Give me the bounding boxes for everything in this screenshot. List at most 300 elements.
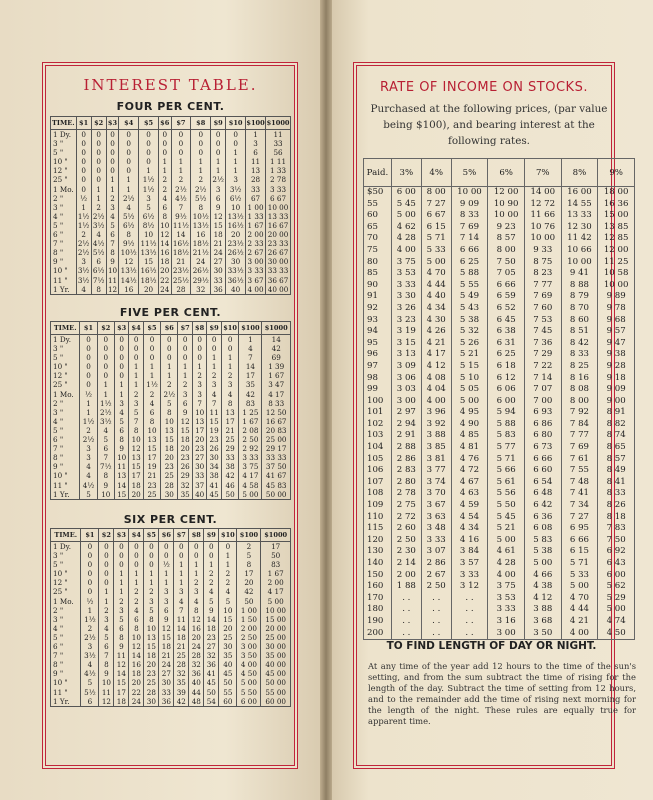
value-cell: 0 bbox=[114, 560, 129, 569]
value-cell: 2 97 bbox=[391, 407, 421, 419]
value-cell: 0 bbox=[129, 542, 144, 552]
column-header: $3 bbox=[114, 322, 128, 335]
value-cell: 6½ bbox=[139, 212, 159, 221]
value-cell: 30 00 bbox=[266, 257, 291, 266]
value-cell: 33 bbox=[211, 276, 226, 285]
value-cell: 45 00 bbox=[261, 669, 291, 678]
value-cell: 0 bbox=[178, 353, 192, 362]
value-cell: 2 bbox=[221, 371, 239, 380]
value-cell: 5 00 bbox=[261, 597, 291, 606]
value-cell: 0 bbox=[76, 157, 91, 166]
value-cell: 0 bbox=[139, 148, 159, 157]
value-cell: 2 bbox=[219, 578, 237, 587]
value-cell: 7 50 bbox=[598, 535, 635, 547]
value-cell: 44 bbox=[189, 688, 204, 697]
value-cell: 1 bbox=[161, 371, 178, 380]
interest-table-five-percent bbox=[50, 321, 291, 500]
column-header: Paid. bbox=[364, 159, 392, 187]
column-header: $7 bbox=[174, 529, 189, 542]
value-cell: 14 55 bbox=[561, 199, 598, 211]
value-cell: 3 bbox=[139, 194, 159, 203]
value-cell: 8 42 bbox=[561, 338, 598, 350]
row-label-cell: 12 " bbox=[51, 371, 80, 380]
value-cell: 3 bbox=[192, 390, 206, 399]
value-cell: 15 bbox=[219, 615, 237, 624]
column-header: $10 bbox=[226, 117, 246, 130]
value-cell: 27 bbox=[204, 642, 219, 651]
value-cell: 8 25 bbox=[561, 361, 598, 373]
value-cell: 37 bbox=[192, 481, 206, 490]
value-cell: 1 bbox=[158, 157, 171, 166]
value-cell: 23½ bbox=[172, 266, 189, 276]
row-label-cell: 1 Mo. bbox=[51, 390, 80, 399]
value-cell: 25½ bbox=[172, 275, 189, 285]
value-cell: 5 00 bbox=[561, 581, 598, 593]
value-cell: 45 bbox=[219, 669, 237, 678]
row-label-cell: 96 bbox=[364, 349, 392, 361]
value-cell: 36 bbox=[211, 285, 226, 295]
value-cell: 9 09 bbox=[598, 384, 635, 396]
value-cell: 2 67 bbox=[421, 570, 451, 582]
value-cell: 0 bbox=[161, 353, 178, 362]
value-cell: 6 15 bbox=[561, 546, 598, 558]
table-row bbox=[51, 578, 291, 587]
value-cell: 0 bbox=[119, 157, 139, 166]
value-cell: 16 bbox=[191, 230, 211, 239]
value-cell: 5 33 bbox=[421, 245, 451, 257]
value-cell: 9 bbox=[204, 606, 219, 615]
table-row bbox=[51, 335, 291, 345]
value-cell: 15 bbox=[159, 633, 174, 642]
value-cell: 1 bbox=[114, 587, 129, 596]
row-label-cell: 160 bbox=[364, 581, 392, 593]
value-cell: 37 50 bbox=[262, 462, 291, 471]
value-cell: 5 26 bbox=[451, 338, 488, 350]
value-cell: 0 bbox=[97, 335, 114, 345]
table-row bbox=[364, 465, 635, 477]
value-cell: 2 bbox=[158, 175, 171, 184]
value-cell: 2½ bbox=[92, 211, 105, 221]
value-cell: 17 bbox=[129, 471, 143, 480]
row-label-cell: 8 " bbox=[51, 660, 81, 669]
value-cell: 50 00 bbox=[262, 490, 291, 500]
value-cell: 2 78 bbox=[391, 488, 421, 500]
row-label-cell: 25 " bbox=[51, 380, 80, 389]
row-label-cell: 95 bbox=[364, 338, 392, 350]
value-cell: 5 77 bbox=[488, 442, 525, 454]
value-cell: 27 bbox=[159, 669, 174, 678]
value-cell: 42 bbox=[174, 697, 189, 707]
value-cell: 8 bbox=[114, 633, 129, 642]
table-row bbox=[51, 560, 291, 569]
value-cell: 7 34 bbox=[561, 500, 598, 512]
value-cell: 3 bbox=[211, 185, 226, 194]
value-cell: 0 bbox=[91, 148, 106, 157]
value-cell: 20 bbox=[160, 266, 170, 276]
column-header: $10 bbox=[219, 529, 237, 542]
value-cell: 0 bbox=[171, 148, 191, 157]
column-header: 9% bbox=[598, 159, 635, 187]
value-cell: 1 bbox=[178, 371, 192, 380]
value-cell: 20 bbox=[189, 633, 204, 642]
table-row bbox=[364, 280, 635, 292]
table-row bbox=[51, 417, 291, 426]
value-cell: 19 bbox=[207, 426, 221, 435]
value-cell: 8 33 bbox=[561, 349, 598, 361]
value-cell: 2½ bbox=[171, 185, 191, 194]
value-cell: 2 bbox=[129, 597, 144, 606]
value-cell: 4 00 bbox=[237, 660, 261, 669]
table-row bbox=[51, 276, 291, 285]
value-cell: 2 30 bbox=[391, 546, 421, 558]
table-row bbox=[51, 669, 291, 678]
value-cell: 4 17 bbox=[262, 390, 291, 399]
value-cell: 23 bbox=[161, 462, 178, 471]
value-cell: 12 72 bbox=[524, 199, 561, 211]
value-cell: 2 bbox=[99, 606, 114, 615]
value-cell: 4½ bbox=[171, 194, 191, 203]
table-row bbox=[51, 633, 291, 642]
value-cell: 1 bbox=[192, 362, 206, 371]
column-header: $6 bbox=[158, 117, 171, 130]
value-cell: 1 bbox=[129, 569, 144, 578]
table-row bbox=[51, 642, 291, 651]
value-cell: 4 bbox=[239, 344, 262, 353]
value-cell: 14 bbox=[262, 335, 291, 345]
value-cell: 2 bbox=[80, 426, 97, 435]
value-cell: 9 bbox=[114, 642, 129, 651]
table-row bbox=[364, 581, 635, 593]
value-cell: 24 bbox=[191, 257, 211, 266]
value-cell: 0 bbox=[114, 344, 128, 353]
value-cell: 0 bbox=[207, 335, 221, 345]
value-cell: 3 06 bbox=[391, 373, 421, 385]
value-cell: 4 38 bbox=[524, 581, 561, 593]
table-row bbox=[51, 230, 291, 239]
value-cell: 6 bbox=[178, 399, 192, 408]
value-cell: 3 33 bbox=[488, 604, 525, 616]
value-cell: 9 38 bbox=[598, 349, 635, 361]
value-cell: ½ bbox=[81, 597, 99, 606]
value-cell: 15 bbox=[139, 257, 159, 266]
value-cell: 7 92 bbox=[561, 407, 598, 419]
value-cell: 2 67 bbox=[246, 248, 266, 257]
value-cell: 1 bbox=[114, 569, 129, 578]
table-row bbox=[51, 390, 291, 399]
value-cell: 0 bbox=[81, 578, 99, 587]
value-cell: 28 bbox=[171, 285, 191, 295]
value-cell: 32 bbox=[174, 669, 189, 678]
table-row bbox=[51, 615, 291, 624]
value-cell: 3 88 bbox=[524, 604, 561, 616]
value-cell: 0 bbox=[81, 587, 99, 596]
value-cell: 21 bbox=[221, 426, 239, 435]
value-cell: 32 bbox=[204, 651, 219, 660]
table-row bbox=[364, 187, 635, 199]
value-cell: 27 bbox=[211, 257, 226, 266]
value-cell: 3 77 bbox=[421, 465, 451, 477]
value-cell: 2 86 bbox=[421, 558, 451, 570]
value-cell: 60 bbox=[219, 697, 237, 707]
value-cell: 3 bbox=[174, 587, 189, 596]
value-cell: 11 42 bbox=[561, 233, 598, 245]
value-cell: 25 bbox=[221, 435, 239, 444]
value-cell: 2 bbox=[219, 569, 237, 578]
value-cell: 6 60 bbox=[524, 465, 561, 477]
table-row bbox=[51, 408, 291, 417]
value-cell: 13 bbox=[246, 166, 266, 175]
value-cell: 4 70 bbox=[561, 593, 598, 605]
value-cell: 3 33 bbox=[266, 185, 291, 194]
value-cell: 2 bbox=[76, 230, 91, 239]
value-cell: 0 bbox=[143, 353, 160, 362]
row-label-cell: 190 bbox=[364, 616, 392, 628]
rate-of-income-title: RATE OF INCOME ON STOCKS. bbox=[380, 80, 588, 95]
table-row bbox=[364, 373, 635, 385]
table-row bbox=[364, 604, 635, 616]
row-label-cell: 97 bbox=[364, 361, 392, 373]
table-row bbox=[51, 157, 291, 166]
value-cell: 1 bbox=[114, 578, 129, 587]
rate-of-income-intro: Purchased at the following prices, (par value being $100), and bearing interest at the following rates. bbox=[370, 103, 608, 147]
value-cell: 13½ bbox=[140, 248, 157, 258]
value-cell: 5 43 bbox=[451, 303, 488, 315]
value-cell: 7 22 bbox=[524, 361, 561, 373]
value-cell: 0 bbox=[226, 130, 246, 140]
value-cell: 3 67 bbox=[421, 500, 451, 512]
value-cell: 12 00 bbox=[598, 245, 635, 257]
value-cell: 17 bbox=[239, 371, 262, 380]
value-cell: 3½ bbox=[97, 417, 114, 426]
value-cell: 1½ bbox=[80, 417, 97, 426]
row-label-cell: 4 " bbox=[51, 624, 81, 633]
value-cell: 4 34 bbox=[451, 523, 488, 535]
value-cell: 35 00 bbox=[261, 651, 291, 660]
value-cell: 16 36 bbox=[598, 199, 635, 211]
value-cell: 8 33 bbox=[451, 210, 488, 222]
value-cell: 13 33 bbox=[561, 210, 598, 222]
value-cell: 2½ bbox=[161, 390, 178, 399]
column-header: $9 bbox=[204, 529, 219, 542]
value-cell: 1 bbox=[144, 578, 159, 587]
value-cell: 1 bbox=[189, 569, 204, 578]
row-label-cell: 80 bbox=[364, 257, 392, 269]
value-cell: 25 00 bbox=[261, 633, 291, 642]
value-cell: 1 bbox=[91, 194, 106, 203]
value-cell: 2 88 bbox=[391, 442, 421, 454]
value-cell: 0 bbox=[97, 362, 114, 371]
value-cell: 1½ bbox=[77, 211, 90, 221]
value-cell: 5 00 bbox=[598, 604, 635, 616]
value-cell: 18 bbox=[160, 257, 170, 267]
value-cell: 3 92 bbox=[421, 419, 451, 431]
value-cell: 4 50 bbox=[237, 669, 261, 678]
column-header: $8 bbox=[191, 117, 211, 130]
value-cell: 1 bbox=[76, 203, 91, 212]
value-cell: 4 67 bbox=[451, 477, 488, 489]
value-cell: 6 59 bbox=[488, 291, 525, 303]
value-cell: 1 bbox=[211, 166, 226, 175]
value-cell: 1 bbox=[97, 380, 114, 389]
column-header: $5 bbox=[139, 117, 159, 130]
value-cell: 1 bbox=[158, 166, 171, 175]
value-cell: 4 44 bbox=[561, 604, 598, 616]
value-cell: 1 bbox=[97, 390, 114, 399]
value-cell: 1 00 bbox=[246, 203, 266, 212]
value-cell: 2 bbox=[191, 175, 211, 184]
column-header: $3 bbox=[106, 117, 119, 130]
value-cell: 2 bbox=[207, 371, 221, 380]
value-cell: 1 39 bbox=[262, 362, 291, 371]
value-cell: 11 25 bbox=[598, 257, 635, 269]
value-cell: 0 bbox=[119, 148, 139, 157]
value-cell: 13½ bbox=[120, 266, 137, 276]
value-cell: 1 bbox=[219, 551, 237, 560]
value-cell: 0 bbox=[119, 166, 139, 175]
row-label-cell: 4 " bbox=[51, 417, 80, 426]
value-cell: 2 75 bbox=[391, 500, 421, 512]
row-label-cell: 91 bbox=[364, 291, 392, 303]
value-cell: 8 16 bbox=[561, 373, 598, 385]
row-label-cell: 9 " bbox=[51, 462, 80, 471]
value-cell: 4 bbox=[114, 408, 128, 417]
table-row bbox=[51, 257, 291, 266]
value-cell: 45 bbox=[204, 678, 219, 687]
value-cell: 0 bbox=[76, 185, 91, 194]
value-cell: 1 bbox=[80, 399, 97, 408]
value-cell: 56 bbox=[266, 148, 291, 157]
value-cell: 9 bbox=[106, 257, 119, 266]
value-cell: 7 07 bbox=[524, 384, 561, 396]
value-cell: 1 bbox=[207, 353, 221, 362]
value-cell: 12 50 bbox=[262, 408, 291, 417]
value-cell: 8 bbox=[91, 285, 106, 295]
row-label-cell: 100 bbox=[364, 396, 392, 408]
value-cell: 33 bbox=[266, 139, 291, 148]
row-label-cell: 1 Dy. bbox=[51, 335, 80, 345]
section-title-four-percent: FOUR PER CENT. bbox=[116, 100, 225, 113]
value-cell: 0 bbox=[114, 551, 129, 560]
value-cell: 5½ bbox=[81, 688, 99, 697]
table-row bbox=[51, 678, 291, 687]
value-cell: 33 bbox=[159, 688, 174, 697]
value-cell: 1½ bbox=[81, 615, 99, 624]
value-cell: 5½ bbox=[119, 212, 139, 221]
value-cell: 4 bbox=[76, 285, 91, 295]
value-cell: 8 57 bbox=[598, 454, 635, 466]
value-cell: 4 bbox=[129, 606, 144, 615]
row-label-cell: 25 " bbox=[51, 587, 81, 596]
value-cell: 4 00 bbox=[488, 570, 525, 582]
value-cell: 46 bbox=[221, 481, 239, 490]
column-header: $8 bbox=[189, 529, 204, 542]
value-cell: 8 bbox=[237, 560, 261, 569]
table-row bbox=[364, 500, 635, 512]
value-cell: 1 bbox=[178, 362, 192, 371]
value-cell: 5 00 bbox=[451, 396, 488, 408]
row-label-cell: 107 bbox=[364, 477, 392, 489]
value-cell: 6 45 bbox=[488, 315, 525, 327]
value-cell: 5 00 bbox=[391, 210, 421, 222]
value-cell: 1 bbox=[226, 148, 246, 157]
value-cell: 10 bbox=[107, 266, 118, 276]
value-cell: 0 bbox=[174, 551, 189, 560]
value-cell: 5 66 bbox=[488, 465, 525, 477]
value-cell: 3 50 bbox=[237, 651, 261, 660]
value-cell: 10 00 bbox=[451, 187, 488, 199]
value-cell: 0 bbox=[171, 139, 191, 148]
table-row bbox=[364, 488, 635, 500]
value-cell: 6 52 bbox=[488, 303, 525, 315]
value-cell: 33 33 bbox=[262, 453, 291, 462]
value-cell: 1 bbox=[221, 362, 239, 371]
day-night-title: TO FIND LENGTH OF DAY OR NIGHT. bbox=[386, 640, 597, 652]
value-cell: . . bbox=[391, 604, 421, 616]
value-cell: 6 00 bbox=[598, 570, 635, 582]
value-cell: 26 bbox=[207, 444, 221, 453]
value-cell: 16 bbox=[189, 624, 204, 633]
value-cell: 3 03 bbox=[391, 384, 421, 396]
table-row bbox=[364, 349, 635, 361]
value-cell: 10 bbox=[219, 606, 237, 615]
value-cell: 11 bbox=[114, 462, 128, 471]
value-cell: 11½ bbox=[140, 239, 157, 249]
value-cell: 1 bbox=[144, 569, 159, 578]
value-cell: 0 bbox=[81, 560, 99, 569]
value-cell: . . bbox=[391, 616, 421, 628]
value-cell: 38 bbox=[221, 462, 239, 471]
table-row bbox=[51, 551, 291, 560]
value-cell: 3 bbox=[80, 444, 97, 453]
value-cell: 7½ bbox=[92, 275, 105, 285]
row-label-cell: 1 Dy. bbox=[51, 542, 81, 552]
value-cell: 7 45 bbox=[524, 326, 561, 338]
value-cell: 6½ bbox=[226, 194, 246, 203]
value-cell: 21 bbox=[171, 257, 191, 266]
column-header: $8 bbox=[192, 322, 206, 335]
value-cell: 3 33 bbox=[421, 535, 451, 547]
value-cell: 5 38 bbox=[451, 315, 488, 327]
value-cell: 14 bbox=[239, 362, 262, 371]
value-cell: 41 67 bbox=[262, 471, 291, 480]
value-cell: 12 bbox=[189, 615, 204, 624]
value-cell: 3 07 bbox=[421, 546, 451, 558]
value-cell: 10 00 bbox=[261, 606, 291, 615]
value-cell: 14 bbox=[114, 669, 129, 678]
value-cell: 2 bbox=[129, 390, 143, 399]
table-row bbox=[364, 396, 635, 408]
column-header: 5% bbox=[451, 159, 488, 187]
value-cell: 3½ bbox=[77, 275, 90, 285]
value-cell: 7 14 bbox=[524, 373, 561, 385]
row-label-cell: 105 bbox=[364, 454, 392, 466]
value-cell: 5½ bbox=[92, 248, 105, 258]
value-cell: 42 bbox=[239, 390, 262, 399]
value-cell: 2 bbox=[171, 175, 191, 184]
value-cell: 5 32 bbox=[451, 326, 488, 338]
value-cell: 29 17 bbox=[262, 444, 291, 453]
value-cell: 8 bbox=[106, 248, 119, 257]
table-row bbox=[51, 444, 291, 453]
column-header: $3 bbox=[114, 529, 129, 542]
value-cell: 3 09 bbox=[391, 361, 421, 373]
value-cell: 21 bbox=[159, 651, 174, 660]
section-title-five-percent: FIVE PER CENT. bbox=[119, 306, 222, 319]
value-cell: 4 17 bbox=[261, 587, 291, 596]
column-header: TIME. bbox=[51, 117, 77, 130]
value-cell: 10 bbox=[129, 435, 143, 444]
value-cell: 50 bbox=[237, 597, 261, 606]
